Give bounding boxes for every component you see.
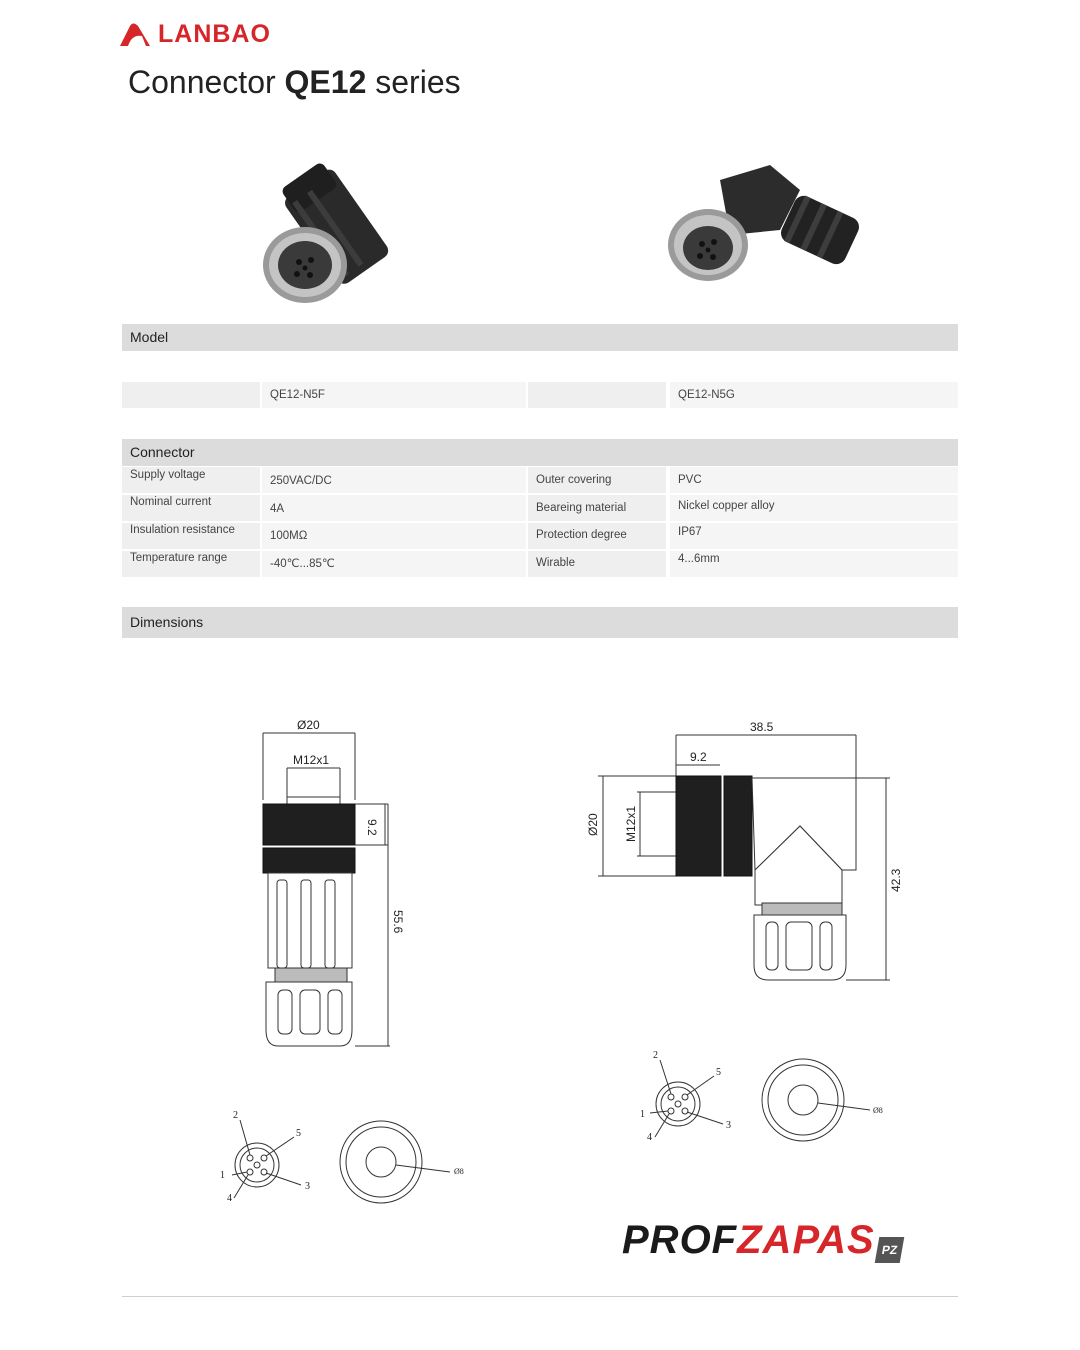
model-row — [122, 382, 958, 408]
dim-label: M12x1 — [293, 753, 330, 767]
footer-divider — [122, 1296, 958, 1297]
pin-label: 1 — [220, 1170, 225, 1181]
dim-label: Ø8 — [873, 1106, 883, 1115]
spec-value: 4A — [262, 495, 526, 521]
brand-name: LANBAO — [158, 20, 271, 48]
spec-value: Nickel copper alloy — [670, 495, 958, 521]
dim-label: 38.5 — [750, 720, 774, 734]
pin-label: 3 — [305, 1181, 310, 1192]
profzapas-logo-right: ZAPAS — [737, 1218, 875, 1262]
brand-logo-icon — [118, 22, 152, 48]
page-title: Connector QE12 series — [128, 64, 461, 100]
spec-label: Protection degree — [528, 523, 666, 549]
product-image-angled — [660, 160, 870, 290]
product-image-straight — [255, 150, 435, 310]
pin-label: 4 — [647, 1132, 652, 1143]
spec-value: 100MΩ — [262, 523, 526, 549]
model-name: QE12-N5G — [670, 382, 958, 408]
dim-label: Ø8 — [454, 1167, 464, 1176]
spec-row — [122, 551, 958, 577]
profzapas-badge: PZ — [874, 1237, 904, 1263]
dimension-drawing-angled — [580, 715, 910, 995]
spec-label: Insulation resistance — [122, 523, 260, 549]
dim-label: M12x1 — [624, 805, 638, 842]
pin-diagram-straight — [218, 1105, 478, 1210]
pin-label: 5 — [716, 1067, 721, 1078]
brand-logo — [118, 20, 271, 49]
dim-label: Ø20 — [297, 718, 320, 732]
spec-row — [122, 495, 958, 521]
pin-label: 5 — [296, 1128, 301, 1139]
pin-label: 1 — [640, 1109, 645, 1120]
spec-label: Supply voltage — [122, 467, 260, 493]
spec-row — [122, 523, 958, 549]
spec-label: Wirable — [528, 551, 666, 577]
dimension-drawing-straight — [200, 715, 440, 1055]
spec-value: IP67 — [670, 523, 958, 549]
dim-label: 9.2 — [690, 750, 707, 764]
model-name: QE12-N5F — [262, 382, 526, 408]
section-header-model: Model — [122, 324, 958, 351]
spec-label: Outer covering — [528, 467, 666, 493]
pin-label: 3 — [726, 1120, 731, 1131]
spec-row — [122, 467, 958, 493]
pin-label: 4 — [227, 1193, 232, 1204]
section-header-connector: Connector — [122, 439, 958, 466]
profzapas-logo-left: PROF — [622, 1218, 738, 1262]
spec-value: PVC — [670, 467, 958, 493]
spec-label: Nominal current — [122, 495, 260, 521]
spec-value: 4...6mm — [670, 551, 958, 577]
spec-value: -40℃...85℃ — [262, 551, 526, 577]
dim-label: 9.2 — [365, 819, 379, 836]
pin-label: 2 — [233, 1110, 238, 1121]
dim-label: 55.6 — [391, 910, 405, 934]
spec-value: 250VAC/DC — [262, 467, 526, 493]
pin-diagram-angled — [635, 1045, 895, 1150]
spec-label: Beareing material — [528, 495, 666, 521]
pin-label: 2 — [653, 1050, 658, 1061]
spec-label: Temperature range — [122, 551, 260, 577]
dim-label: Ø20 — [586, 813, 600, 836]
profzapas-logo — [622, 1218, 902, 1263]
section-header-dimensions: Dimensions — [122, 607, 958, 638]
dim-label: 42.3 — [889, 868, 903, 892]
